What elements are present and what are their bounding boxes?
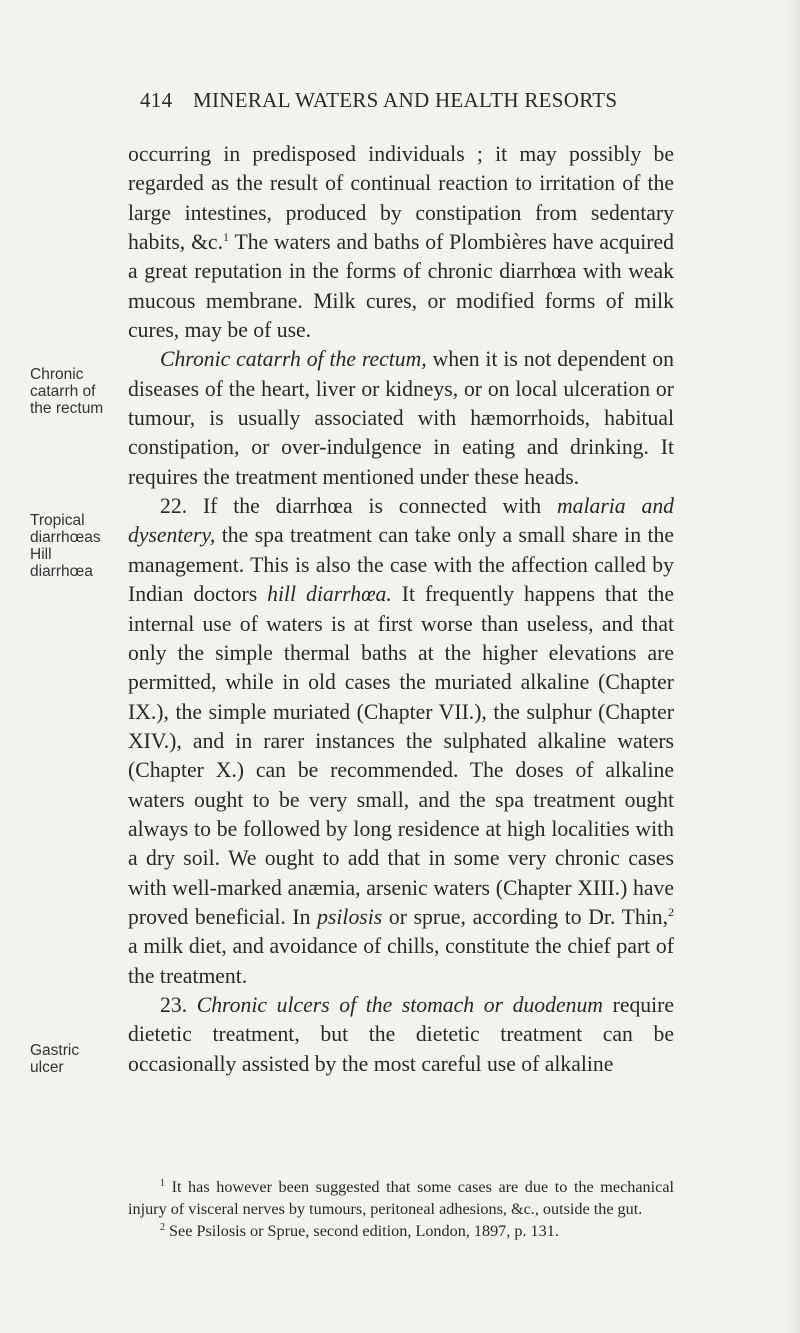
footnotes [128, 1177, 674, 1242]
paragraph-22: 22. If the diarrhœa is connected with malaria and dysentery, the spa treatment can take only a small share in the management. This is also the case with the affection called by Indian doctors hill diarrhœa. It frequently happens that the internal use of waters is at first worse than useless, and that only the simple thermal baths at the higher elevations are permitted, while in old cases the muriated alkaline (Chapter IX.), the simple muriated (Chapter VII.), the sulphur (Chapter XIV.), and in rarer instances the sulphated alkaline waters (Chapter X.) can be recommended. The doses of alkaline waters ought to be very small, and the spa treatment ought always to be followed by long residence at high localities with a dry soil. We ought to add that in some very chronic cases with well-marked anæmia, arsenic waters (Chapter XIII.) have proved beneficial. In psilosis or sprue, according to Dr. Thin,$^2$ a milk diet, and avoidance of chills, constitute the chief part of the treatment. [128, 494, 675, 988]
footnote-2: $^2$ See Psilosis or Sprue, second edition, London, 1897, p. 131. [160, 1221, 559, 1240]
margin-note-chronic-catarrh: Chronic catarrh of the rectum [30, 366, 104, 417]
running-title: MINERAL WATERS AND HEALTH RESORTS [193, 88, 618, 112]
footnote-ref-2[interactable]: 2 [668, 904, 674, 919]
footnote-ref-1[interactable]: 1 [223, 230, 229, 245]
paragraph-23: 23. Chronic ulcers of the stomach or duodenum require dietetic treatment, but the dietetic treatment can be occasionally assisted by the most careful use of alkaline [128, 992, 675, 1076]
paragraph-chronic-catarrh: Chronic catarrh of the rectum, when it is not dependent on diseases of the heart, liver or kidneys, or on local ulceration or tumour, is usually associated with hæmorrhoids, habitual constipation, or over-indulgence in eating and drinking. It requires the treatment mentioned under these heads. [128, 347, 674, 489]
margin-note-tropical-diarrhoeas: Tropical diarrhœas Hill diarrhœa [30, 512, 101, 580]
paragraph-1: occurring in predisposed individuals ; it may possibly be regarded as the result of continual reaction to irritation of the large intestines, produced by constipation from sedentary habits, &c.$^1$ The waters and baths of Plombières have acquired a great reputation in the forms of chronic diarrhœa with weak mucous membrane. Milk cures, or modified forms of milk cures, may be of use. [128, 142, 675, 343]
body-text [128, 140, 674, 1079]
page-edge-shadow [786, 0, 800, 1333]
page-number: 414 [140, 88, 173, 112]
margin-note-gastric-ulcer: Gastric ulcer [30, 1042, 80, 1076]
footnote-1: $^1$ It has however been suggested that some cases are due to the mechanical injury of visceral nerves by tumours, peritoneal adhesions, &c., outside the gut. [128, 1178, 674, 1218]
